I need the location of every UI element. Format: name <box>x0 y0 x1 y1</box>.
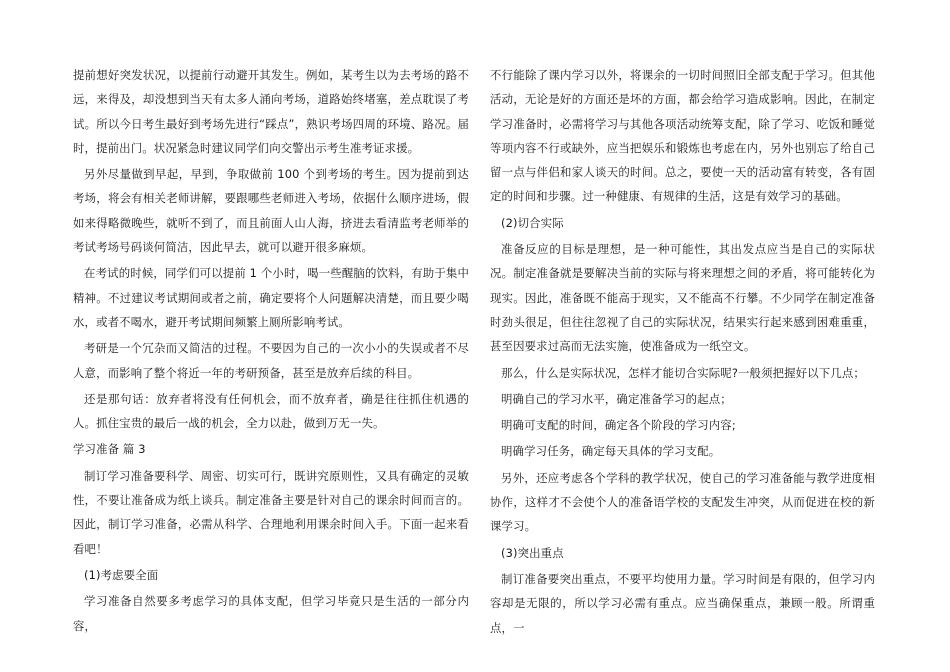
paragraph: 学习准备自然要多考虑学习的具体支配，但学习毕竟只是生活的一部分内容， <box>73 594 469 633</box>
paragraph: 制订学习准备要科学、周密、切实可行，既讲究原则性，又具有确定的灵敏性，不要让准备成为纸上谈兵。制定准备主要是针对自己的课余时间而言的。因此，制订学习准备，必需从科学、合理地利用课余时间入手。下面一起来看看吧！ <box>73 468 469 556</box>
paragraph: 在考试的时候，同学们可以提前 1 个小时，喝一些醒脑的饮料，有助于集中精神。不过建议考试期间或者之前，确定要将个人问题解决清楚，而且要少喝水，或者不喝水，避开考试期间频繁上厕所影响考试。 <box>73 266 469 329</box>
paragraph: 提前想好突发状况，以提前行动避开其发生。例如，某考生以为去考场的路不远，来得及，却没想到当天有太多人涌向考场，道路始终堵塞，差点耽误了考试。所以今日考生最好到考场先进行“踩点”，熟识考场四周的环境、路况。届时，提前出门。状况紧急时建议同学们向交警出示考生准考证求援。 <box>73 68 469 155</box>
paragraph: 考研是一个冗杂而又简洁的过程。不要因为自己的一次小小的失误或者不尽人意，而影响了整个将近一年的考研预备，甚至是放弃后续的科目。 <box>73 341 469 380</box>
paragraph: 准备反应的目标是理想，是一种可能性，其出发点应当是自己的实际状况。制定准备就是要解决当前的实际与将来理想之间的矛盾，将可能转化为现实。因此，准备既不能高于现实，又不能高不行攀。不少同学在制定准备时劲头很足，但往往忽视了自己的实际状况，结果实行起来感到困难重重，甚至因要求过高而无法实施，使准备成为一纸空文。 <box>490 242 875 354</box>
subsection-heading: (3)突出重点 <box>501 545 564 560</box>
paragraph: 不行能除了课内学习以外，将课余的一切时间照旧全部支配于学习。但其他活动，无论是好的方面还是坏的方面，都会给学习造成影响。因此，在制定学习准备时，必需将学习与其他各项活动统筹支配，除了学习、吃饭和睡觉等项内容不行或缺外，应当把娱乐和锻炼也考虑在内，另外也别忘了给自己留一点与伴侣和家人谈天的时间。总之，要使一天的活动富有转变，各有固定的时间和步骤。过一种健康、有规律的生活，这是有效学习的基础。 <box>490 68 875 204</box>
paragraph: 另外，还应考虑各个学科的教学状况，使自己的学习准备能与教学进度相协作，这样才不会使个人的准备语学校的支配发生冲突，从而促进在校的新课学习。 <box>490 470 875 534</box>
right-column <box>490 63 875 642</box>
list-item: 明确可支配的时间，确定各个阶段的学习内容; <box>501 418 736 433</box>
paragraph: 制订准备要突出重点，不要平均使用力量。学习时间是有限的，但学习内容却是无限的，所以学习必需有重点。应当确保重点，兼顾一般。所谓重点，一 <box>490 571 875 635</box>
subsection-heading: (1)考虑要全面 <box>84 567 159 582</box>
section-title: 学习准备 篇 3 <box>73 442 146 457</box>
paragraph: 还是那句话：放弃者将没有任何机会，而不放弃者，确是往往抓住机遇的人。抓住宝贵的最后一战的机会，全力以赴，做到万无一失。 <box>73 391 469 431</box>
subsection-heading: (2)切合实际 <box>501 215 564 230</box>
list-item: 明确自己的学习水平，确定准备学习的起点； <box>501 391 732 406</box>
left-column <box>73 63 469 640</box>
list-item: 明确学习任务，确定每天具体的学习支配。 <box>501 444 721 459</box>
paragraph: 那么，什么是实际状况，怎样才能切合实际呢?一般须把握好以下几点； <box>501 365 865 380</box>
paragraph: 另外尽量做到早起，早到，争取做前 100 个到考场的考生。因为提前到达考场，将会有相关老师讲解，要跟哪些老师进入考场，依据什么顺序进场，假如来得略微晚些，就听不到了，而且前面人山人海，挤进去看清监考老师举的考试考场号码谈何简洁，因此早去，就可以避开很多麻烦。 <box>73 167 469 255</box>
